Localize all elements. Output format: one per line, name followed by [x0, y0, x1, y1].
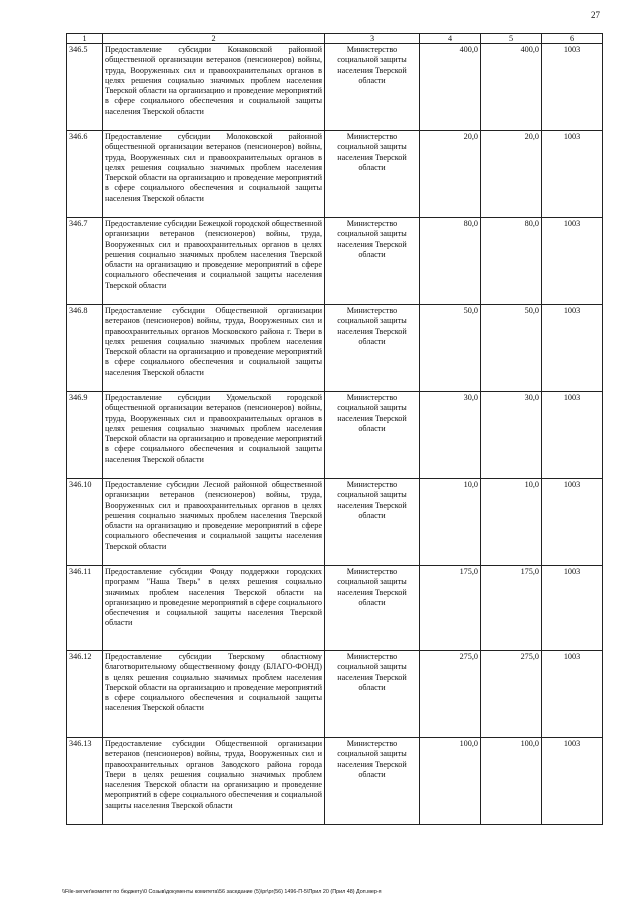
row-description: Предоставление субсидии Бежецкой городской общественной организации ветеранов (пенсионеров) войны, труда, Вооруженных сил и правоохранительных органов в целях решения социально значимых проблем населения Тверской области на организацию и проведение мероприятий в сфере социального обеспечения и социальной защиты населения Тверской области — [103, 218, 325, 305]
row-ministry: Министерство социальной защиты населения Тверской области — [325, 218, 420, 305]
table-row — [67, 218, 603, 305]
footer-file-path: \\File-server\комитет по бюджету\0 Созыв\документы комитета\56 заседание (5)\pr\pr(56) 1496-П-5\Прил 20 (Прил 48) Доп.мер-я — [62, 889, 382, 895]
row-description: Предоставление субсидии Удомельской городской общественной организации ветеранов (пенсионеров) войны, труда, Вооруженных сил и правоохранительных органов в целях решения социально значимых проблем населения Тверской области на организацию и проведение мероприятий в сфере социального обеспечения и социальной защиты населения Тверской области — [103, 392, 325, 479]
table-row — [67, 566, 603, 651]
row-code: 1003 — [542, 131, 603, 218]
table-row — [67, 392, 603, 479]
row-value-2: 50,0 — [481, 305, 542, 392]
row-ministry: Министерство социальной защиты населения Тверской области — [325, 44, 420, 131]
row-ministry: Министерство социальной защиты населения Тверской области — [325, 566, 420, 651]
row-value-2: 30,0 — [481, 392, 542, 479]
row-value-2: 20,0 — [481, 131, 542, 218]
table-row — [67, 738, 603, 825]
row-description: Предоставление субсидии Общественной организации ветеранов (пенсионеров) войны, труда, Вооруженных сил и правоохранительных органов Московского района г. Твери в целях решения социально значимых проблем населения Тверской области на организацию и проведение мероприятий в сфере социального обеспечения и социальной защиты населения Тверской области — [103, 305, 325, 392]
row-number: 346.6 — [67, 131, 103, 218]
table-row — [67, 44, 603, 131]
column-header: 2 — [103, 34, 325, 44]
row-value-1: 400,0 — [420, 44, 481, 131]
row-code: 1003 — [542, 738, 603, 825]
row-ministry: Министерство социальной защиты населения Тверской области — [325, 392, 420, 479]
row-ministry: Министерство социальной защиты населения Тверской области — [325, 305, 420, 392]
table-header-row — [67, 34, 603, 44]
row-number: 346.13 — [67, 738, 103, 825]
row-value-1: 30,0 — [420, 392, 481, 479]
row-value-1: 175,0 — [420, 566, 481, 651]
row-description: Предоставление субсидии Конаковской районной общественной организации ветеранов (пенсионеров) войны, труда, Вооруженных сил и правоохранительных органов в целях решения социально значимых проблем населения Тверской области на организацию и проведение мероприятий в сфере социального обеспечения и социальной защиты населения Тверской области — [103, 44, 325, 131]
table-row — [67, 131, 603, 218]
row-description: Предоставление субсидии Лесной районной общественной организации ветеранов (пенсионеров) войны, труда, Вооруженных сил и правоохранительных органов в целях решения социально значимых проблем населения Тверской области на организацию и проведение мероприятий в сфере социального обеспечения и социальной защиты населения Тверской области — [103, 479, 325, 566]
row-value-2: 80,0 — [481, 218, 542, 305]
row-value-1: 100,0 — [420, 738, 481, 825]
row-description: Предоставление субсидии Тверскому областному благотворительному общественному фонду (БЛАГО-ФОНД) в целях решения социально значимых проблем населения Тверской области на организацию и проведение мероприятий в сфере социального обеспечения и социальной защиты населения Тверской области — [103, 651, 325, 738]
row-value-1: 50,0 — [420, 305, 481, 392]
row-value-2: 275,0 — [481, 651, 542, 738]
column-header: 3 — [325, 34, 420, 44]
row-number: 346.9 — [67, 392, 103, 479]
row-code: 1003 — [542, 392, 603, 479]
row-description: Предоставление субсидии Фонду поддержки городских программ "Наша Тверь" в целях решения социально значимых проблем населения Тверской области на организацию и проведение мероприятий в сфере социального обеспечения и социальной защиты населения Тверской области — [103, 566, 325, 651]
row-ministry: Министерство социальной защиты населения Тверской области — [325, 738, 420, 825]
row-number: 346.8 — [67, 305, 103, 392]
row-value-1: 20,0 — [420, 131, 481, 218]
row-value-1: 10,0 — [420, 479, 481, 566]
row-code: 1003 — [542, 218, 603, 305]
row-ministry: Министерство социальной защиты населения Тверской области — [325, 651, 420, 738]
column-header: 4 — [420, 34, 481, 44]
column-header: 5 — [481, 34, 542, 44]
row-ministry: Министерство социальной защиты населения Тверской области — [325, 479, 420, 566]
row-value-2: 10,0 — [481, 479, 542, 566]
row-code: 1003 — [542, 479, 603, 566]
table-row — [67, 651, 603, 738]
row-value-1: 80,0 — [420, 218, 481, 305]
page-number: 27 — [591, 10, 600, 20]
table-row — [67, 479, 603, 566]
row-ministry: Министерство социальной защиты населения Тверской области — [325, 131, 420, 218]
row-description: Предоставление субсидии Молоковской районной общественной организации ветеранов (пенсионеров) войны, труда, Вооруженных сил и правоохранительных органов в целях решения социально значимых проблем населения Тверской области на организацию и проведение мероприятий в сфере социального обеспечения и социальной защиты населения Тверской области — [103, 131, 325, 218]
row-value-2: 175,0 — [481, 566, 542, 651]
row-code: 1003 — [542, 566, 603, 651]
row-code: 1003 — [542, 651, 603, 738]
row-value-1: 275,0 — [420, 651, 481, 738]
table-row — [67, 305, 603, 392]
row-number: 346.5 — [67, 44, 103, 131]
row-number: 346.10 — [67, 479, 103, 566]
column-header: 1 — [67, 34, 103, 44]
budget-table — [66, 33, 603, 825]
row-value-2: 100,0 — [481, 738, 542, 825]
column-header: 6 — [542, 34, 603, 44]
row-number: 346.12 — [67, 651, 103, 738]
row-code: 1003 — [542, 44, 603, 131]
row-description: Предоставление субсидии Общественной организации ветеранов (пенсионеров) войны, труда, Вооруженных сил и правоохранительных органов Заводского района города Твери в целях решения социально значимых проблем населения Тверской области на организацию и проведение мероприятий в сфере социального обеспечения и социальной защиты населения Тверской области — [103, 738, 325, 825]
row-number: 346.11 — [67, 566, 103, 651]
row-code: 1003 — [542, 305, 603, 392]
row-number: 346.7 — [67, 218, 103, 305]
row-value-2: 400,0 — [481, 44, 542, 131]
